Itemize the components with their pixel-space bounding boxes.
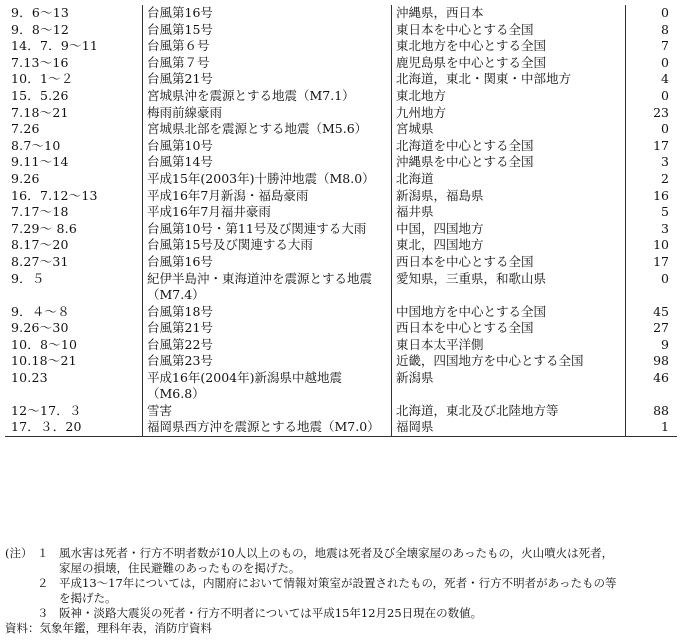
count-cell: 23 <box>626 105 678 122</box>
count-cell: 16 <box>626 188 678 205</box>
event-cell: 平成16年(2004年)新潟県中越地震（M6.8） <box>143 370 392 403</box>
count-cell: 3 <box>626 154 678 171</box>
date-cell: 7.26 <box>11 121 40 137</box>
area-cell: 新潟県 <box>392 370 626 403</box>
count-cell: 9 <box>626 337 678 354</box>
note-number: ２ <box>37 576 49 590</box>
date-cell: 8.7～10 <box>11 137 61 153</box>
count-cell: 17 <box>626 254 678 271</box>
notes-section <box>5 546 677 636</box>
date-cell: 10．1～２ <box>11 71 74 87</box>
note-text: 阪神・淡路大震災の死者・行方不明者については平成15年12月25日現在の数値。 <box>59 606 483 620</box>
date-cell: 9．6～13 <box>11 5 70 20</box>
count-cell: 17 <box>626 138 678 155</box>
event-cell: 台風第23号 <box>143 353 392 370</box>
date-cell: 9.11～14 <box>11 154 69 170</box>
disaster-table-body <box>5 5 677 437</box>
event-cell: 台風第10号・第11号及び関連する大雨 <box>143 221 392 238</box>
area-cell: 沖縄県を中心とする全国 <box>392 154 626 171</box>
count-cell: 0 <box>626 55 678 72</box>
table-row <box>5 171 677 188</box>
count-cell: 1 <box>626 419 678 436</box>
area-cell: 近畿，四国地方を中心とする全国 <box>392 353 626 370</box>
event-cell: 紀伊半島沖・東海道沖を震源とする地震（M7.4） <box>143 271 392 304</box>
count-cell: 0 <box>626 88 678 105</box>
table-row <box>5 320 677 337</box>
date-cell: 7.18～21 <box>11 104 69 120</box>
event-cell: 台風第15号及び関連する大雨 <box>143 237 392 254</box>
area-cell: 鹿児島県を中心とする全国 <box>392 55 626 72</box>
note-text-continued: 家屋の損壊，住民避難のあったものを掲げた。 <box>59 561 301 575</box>
count-cell: 4 <box>626 71 678 88</box>
table-row <box>5 105 677 122</box>
table-row <box>5 271 677 304</box>
count-cell: 27 <box>626 320 678 337</box>
area-cell: 北海道 <box>392 171 626 188</box>
event-cell: 台風第21号 <box>143 320 392 337</box>
event-cell: 宮城県沖を震源とする地震（M7.1） <box>143 88 392 105</box>
event-cell: 平成16年7月福井豪雨 <box>143 204 392 221</box>
area-cell: 北海道，東北・関東・中部地方 <box>392 71 626 88</box>
area-cell: 北海道を中心とする全国 <box>392 138 626 155</box>
area-cell: 福井県 <box>392 204 626 221</box>
date-cell: 10.23 <box>11 369 48 385</box>
table-row <box>5 337 677 354</box>
table-row <box>5 5 677 22</box>
date-cell: 10.18～21 <box>11 353 77 369</box>
table-row <box>5 221 677 238</box>
table-row <box>5 237 677 254</box>
area-cell: 西日本を中心とする全国 <box>392 254 626 271</box>
count-cell: 88 <box>626 403 678 420</box>
area-cell: 西日本を中心とする全国 <box>392 320 626 337</box>
table-row <box>5 38 677 55</box>
count-cell: 2 <box>626 171 678 188</box>
count-cell: 3 <box>626 221 678 238</box>
date-cell: 16．7.12～13 <box>11 187 98 203</box>
event-cell: 台風第16号 <box>143 5 392 22</box>
event-cell: 台風第６号 <box>143 38 392 55</box>
table-row <box>5 71 677 88</box>
table-row <box>5 55 677 72</box>
event-cell: 雪害 <box>143 403 392 420</box>
area-cell: 中国地方を中心とする全国 <box>392 304 626 321</box>
count-cell: 0 <box>626 271 678 304</box>
table-row <box>5 353 677 370</box>
table-row <box>5 22 677 39</box>
date-cell: 8.27～31 <box>11 253 69 269</box>
date-cell: 7.13～16 <box>11 54 69 70</box>
table-row <box>5 204 677 221</box>
event-cell: 台風第22号 <box>143 337 392 354</box>
table-row <box>5 403 677 420</box>
event-cell: 台風第15号 <box>143 22 392 39</box>
date-cell: 10．8～10 <box>11 336 78 352</box>
table-row <box>5 304 677 321</box>
date-cell: 15．5.26 <box>11 87 69 103</box>
event-cell: 梅雨前線豪雨 <box>143 105 392 122</box>
area-cell: 九州地方 <box>392 105 626 122</box>
source-line: 資料：気象年鑑，理科年表，消防庁資料 <box>5 621 212 635</box>
area-cell: 宮城県 <box>392 121 626 138</box>
note-1 <box>5 546 677 561</box>
count-cell: 45 <box>626 304 678 321</box>
count-cell: 0 <box>626 5 678 22</box>
date-cell: 12～17．３ <box>11 402 82 418</box>
event-cell: 台風第７号 <box>143 55 392 72</box>
note-number: １ <box>37 546 49 560</box>
event-cell: 平成15年(2003年)十勝沖地震（M8.0） <box>143 171 392 188</box>
date-cell: 7.17～18 <box>11 204 69 220</box>
event-cell: 台風第18号 <box>143 304 392 321</box>
note-text-continued: を掲げた。 <box>59 591 117 605</box>
note-3 <box>5 606 677 621</box>
area-cell: 東北，四国地方 <box>392 237 626 254</box>
area-cell: 福岡県 <box>392 419 626 436</box>
area-cell: 新潟県，福島県 <box>392 188 626 205</box>
area-cell: 東北地方を中心とする全国 <box>392 38 626 55</box>
area-cell: 東日本太平洋側 <box>392 337 626 354</box>
table-row <box>5 121 677 138</box>
area-cell: 東北地方 <box>392 88 626 105</box>
area-cell: 中国，四国地方 <box>392 221 626 238</box>
area-cell: 愛知県，三重県，和歌山県 <box>392 271 626 304</box>
date-cell: 17．３．20 <box>5 419 143 436</box>
note-2 <box>5 576 677 591</box>
area-cell: 北海道，東北及び北陸地方等 <box>392 403 626 420</box>
date-cell: 9．8～12 <box>11 21 70 37</box>
note-text: 風水害は死者・行方不明者数が10人以上のもの，地震は死者及び全壊家屋のあったもの，火山噴火は死者， <box>59 546 614 560</box>
date-cell: 9.26～30 <box>11 320 69 336</box>
table-row <box>5 88 677 105</box>
date-cell: 14．7．9～11 <box>11 38 99 54</box>
date-cell: 9．４～８ <box>11 303 70 319</box>
count-cell: 98 <box>626 353 678 370</box>
note-text: 平成13～17年については，内閣府において情報対策室が設置されたもの，死者・行方不明者があったもの等 <box>59 576 617 590</box>
event-cell: 台風第10号 <box>143 138 392 155</box>
event-cell: 台風第14号 <box>143 154 392 171</box>
disaster-table-container <box>5 5 677 437</box>
table-row <box>5 419 677 436</box>
count-cell: 7 <box>626 38 678 55</box>
table-row <box>5 188 677 205</box>
count-cell: 46 <box>626 370 678 403</box>
table-row <box>5 254 677 271</box>
area-cell: 沖縄県，西日本 <box>392 5 626 22</box>
notes-label: (注） <box>5 546 33 560</box>
table-row <box>5 370 677 403</box>
event-cell: 台風第16号 <box>143 254 392 271</box>
count-cell: 8 <box>626 22 678 39</box>
note-number: ３ <box>37 606 49 620</box>
date-cell: 8.17～20 <box>11 237 69 253</box>
date-cell: 7.29～ 8.6 <box>11 220 77 236</box>
date-cell: 9.26 <box>11 170 40 186</box>
date-cell: 9．５ <box>11 270 45 286</box>
table-row <box>5 154 677 171</box>
disaster-table <box>5 5 677 437</box>
event-cell: 平成16年7月新潟・福島豪雨 <box>143 188 392 205</box>
event-cell: 台風第21号 <box>143 71 392 88</box>
event-cell: 宮城県北部を震源とする地震（M5.6） <box>143 121 392 138</box>
count-cell: 0 <box>626 121 678 138</box>
area-cell: 東日本を中心とする全国 <box>392 22 626 39</box>
count-cell: 5 <box>626 204 678 221</box>
event-cell: 福岡県西方沖を震源とする地震（M7.0） <box>143 419 392 436</box>
table-row <box>5 138 677 155</box>
count-cell: 10 <box>626 237 678 254</box>
